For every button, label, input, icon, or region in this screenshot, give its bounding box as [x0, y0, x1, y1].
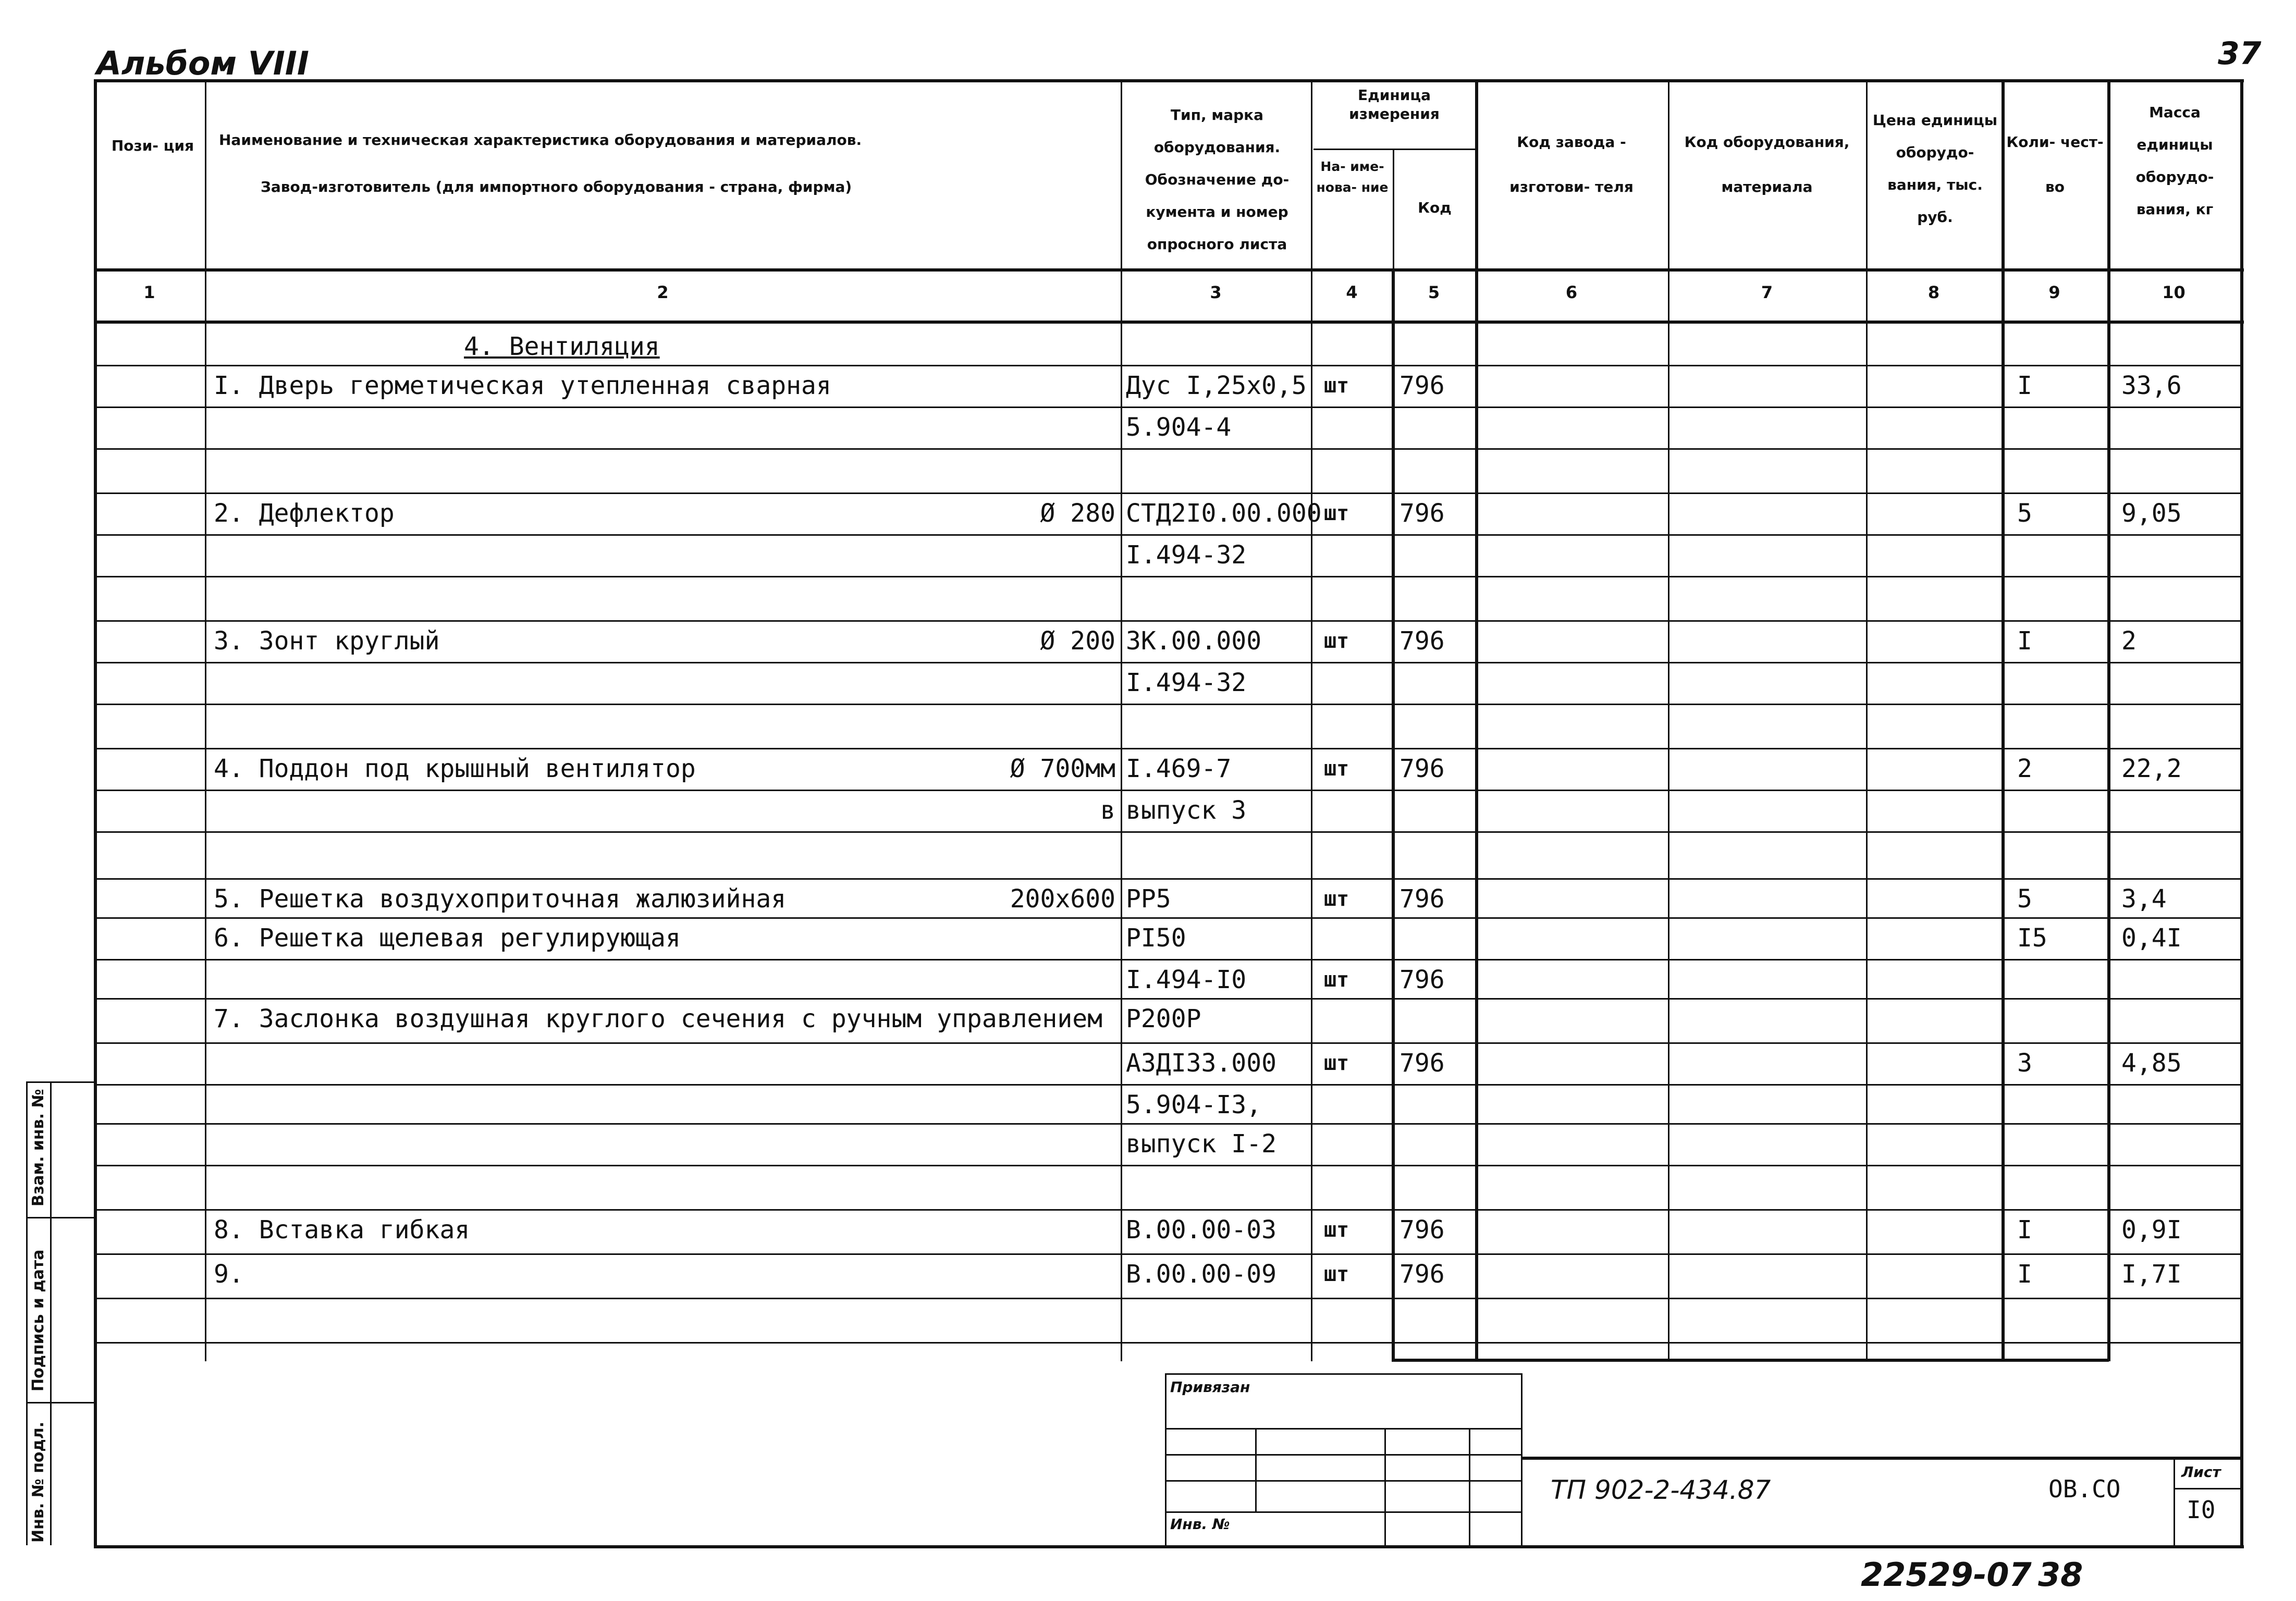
row-type: СТД2I0.00.000	[1126, 499, 1322, 528]
header-unit-code: Код	[1418, 199, 1452, 216]
row-name: 6. Решетка щелевая регулирующая	[214, 923, 681, 953]
row-unit: шт	[1324, 629, 1349, 653]
row-qty: I5	[2017, 923, 2047, 953]
row-mass: 0,4I	[2121, 923, 2182, 953]
row-extra: в	[1100, 796, 1115, 825]
row-unit: шт	[1324, 374, 1349, 398]
col-number: 9	[2048, 282, 2060, 302]
row-extra: 200х600	[1010, 884, 1115, 914]
row-type: РР5	[1126, 884, 1171, 914]
row-name: 2. Дефлектор	[214, 499, 395, 528]
row-name: 3. Зонт круглый	[214, 626, 440, 656]
stamp-inv-no: Инв. №	[1170, 1516, 1230, 1533]
row-unit: шт	[1324, 1051, 1349, 1075]
header-unit: Единица измерения	[1349, 87, 1440, 122]
row-qty: 3	[2017, 1049, 2032, 1078]
row-extra: Ø 200	[1040, 626, 1115, 656]
section-title: 4. Вентиляция	[464, 332, 660, 361]
row-code: 796	[1399, 965, 1445, 994]
row-code: 796	[1399, 626, 1445, 656]
row-type: выпуск 3	[1126, 796, 1247, 825]
header-factory-code: Код завода - изготови- теля	[1509, 133, 1634, 195]
header-price: Цена единицы оборудо- вания, тыс. руб.	[1872, 112, 1998, 226]
header-position: Пози- ция	[111, 137, 194, 154]
document-mark: ОВ.СО	[2048, 1475, 2121, 1503]
row-code: 796	[1399, 499, 1445, 528]
row-type: I.494-32	[1126, 668, 1247, 697]
row-mass: 2	[2121, 626, 2137, 656]
row-type: В.00.00-09	[1126, 1260, 1276, 1289]
row-extra: Ø 280	[1040, 499, 1115, 528]
row-name: 9.	[214, 1260, 244, 1289]
side-label-signature-date: Подпись и дата	[29, 1249, 47, 1391]
header-quantity: Коли- чест- во	[2006, 133, 2104, 195]
row-unit: шт	[1324, 887, 1349, 911]
col-number: 4	[1346, 282, 1358, 302]
col-number: 7	[1761, 282, 1773, 302]
row-code: 796	[1399, 754, 1445, 783]
side-label-inv-podl: Инв. № подл.	[29, 1421, 47, 1543]
row-mass: 9,05	[2121, 499, 2182, 528]
row-type: I.469-7	[1126, 754, 1232, 783]
list-label: Лист	[2181, 1463, 2221, 1481]
header-equipment-code: Код оборудования, материала	[1684, 133, 1850, 195]
row-unit: шт	[1324, 968, 1349, 992]
col-number: 5	[1428, 282, 1440, 302]
col-number: 3	[1210, 282, 1222, 302]
row-name: 7. Заслонка воздушная круглого сечения с ручным управлением	[214, 1004, 1103, 1033]
row-name: 8. Вставка гибкая	[214, 1215, 470, 1245]
row-type: Дус I,25х0,5	[1126, 371, 1307, 400]
col-number: 6	[1565, 282, 1578, 302]
row-type: Р200Р	[1126, 1004, 1201, 1033]
header-unit-name: На- име- нова- ние	[1316, 159, 1389, 195]
header-mass: Масса единицы оборудо- вания, кг	[2135, 104, 2214, 218]
list-value: I0	[2187, 1496, 2216, 1524]
col-number: 2	[657, 282, 669, 302]
row-mass: 4,85	[2121, 1049, 2182, 1078]
stamp-privyazan: Привязан	[1170, 1378, 1250, 1396]
bottom-number: 22529-07	[1861, 1556, 2032, 1594]
row-mass: 0,9I	[2121, 1215, 2182, 1245]
row-mass: 33,6	[2121, 371, 2182, 400]
row-code: 796	[1399, 1260, 1445, 1289]
row-qty: I	[2017, 1260, 2032, 1289]
row-qty: 2	[2017, 754, 2032, 783]
row-type: АЗДI33.000	[1126, 1049, 1276, 1078]
row-name: 4. Поддон под крышный вентилятор	[214, 754, 696, 783]
row-type: I.494-32	[1126, 540, 1247, 570]
row-code: 796	[1399, 371, 1445, 400]
bottom-sheet-number: 38	[2038, 1556, 2083, 1594]
row-code: 796	[1399, 1049, 1445, 1078]
row-type: выпуск I-2	[1126, 1129, 1276, 1159]
row-unit: шт	[1324, 501, 1349, 525]
row-unit: шт	[1324, 1262, 1349, 1286]
side-label-vzam-inv: Взам. инв. №	[29, 1089, 47, 1206]
row-code: 796	[1399, 1215, 1445, 1245]
col-number: 1	[143, 282, 155, 302]
album-label: Альбом VIII	[96, 44, 309, 82]
row-unit: шт	[1324, 1218, 1349, 1242]
row-extra: Ø 700мм	[1010, 754, 1115, 783]
row-type: ЗК.00.000	[1126, 626, 1262, 656]
row-type: В.00.00-03	[1126, 1215, 1276, 1245]
row-qty: 5	[2017, 884, 2032, 914]
row-qty: 5	[2017, 499, 2032, 528]
sheet-number-top: 37	[2218, 35, 2262, 72]
row-mass: 3,4	[2121, 884, 2167, 914]
row-qty: I	[2017, 371, 2032, 400]
header-name-line2: Завод-изготовитель (для импортного оборудования - страна, фирма)	[261, 178, 852, 195]
row-name: I. Дверь герметическая утепленная сварная	[214, 371, 831, 400]
header-type: Тип, марка оборудования. Обозначение до- кумента и номер опросного листа	[1145, 106, 1290, 253]
row-unit: шт	[1324, 757, 1349, 781]
row-type: 5.904-4	[1126, 413, 1232, 442]
row-type: 5.904-I3,	[1126, 1090, 1262, 1119]
row-name: 5. Решетка воздухоприточная жалюзийная	[214, 884, 787, 914]
row-code: 796	[1399, 884, 1445, 914]
row-qty: I	[2017, 1215, 2032, 1245]
header-name-line1: Наименование и техническая характеристика оборудования и материалов.	[219, 131, 862, 149]
row-mass: 22,2	[2121, 754, 2182, 783]
row-type: РI50	[1126, 923, 1186, 953]
col-number: 10	[2162, 282, 2186, 302]
col-number: 8	[1927, 282, 1940, 302]
row-mass: I,7I	[2121, 1260, 2182, 1289]
row-qty: I	[2017, 626, 2032, 656]
document-code: ТП 902-2-434.87	[1551, 1475, 1771, 1505]
row-type: I.494-I0	[1126, 965, 1247, 994]
